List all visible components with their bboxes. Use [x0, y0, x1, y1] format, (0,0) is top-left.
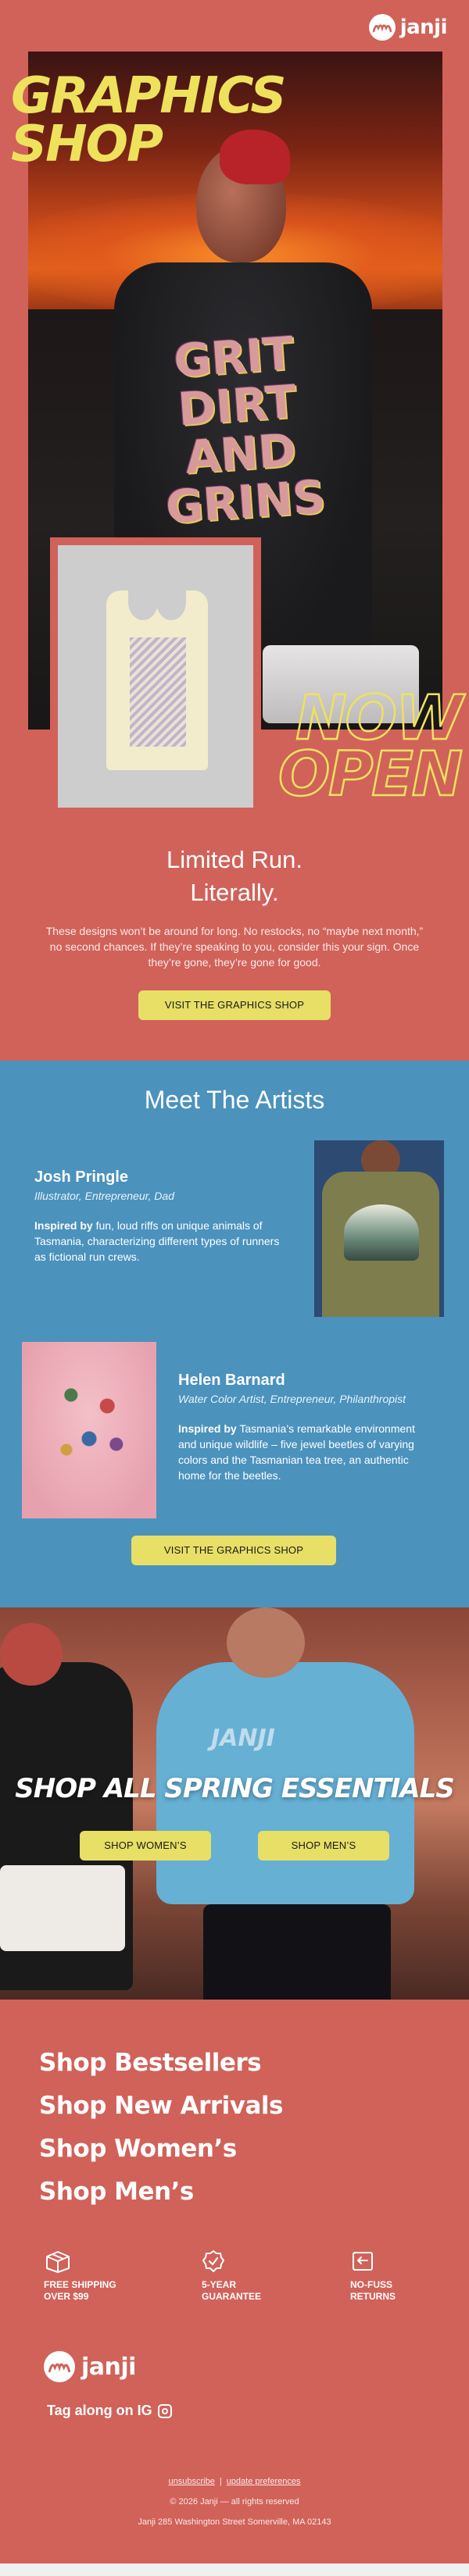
now-open-headline	[277, 683, 461, 810]
helen-shirt-image[interactable]	[22, 1342, 156, 1518]
copyright: © 2026 Janji — all rights reserved	[170, 2497, 299, 2506]
perk-line-1: FREE SHIPPING	[44, 2279, 116, 2290]
olive-shirt-print	[344, 1204, 419, 1261]
artist-description	[178, 1421, 436, 1483]
shop-mens-button[interactable]: SHOP MEN’S	[258, 1831, 389, 1861]
tank-top	[106, 590, 208, 770]
tank-product-image[interactable]	[50, 537, 261, 815]
shop-new-arrivals-link[interactable]: Shop New Arrivals	[39, 2092, 283, 2120]
runner-right-shorts	[203, 1904, 391, 2000]
badge-check-icon	[202, 2250, 225, 2273]
runner-left-shorts	[0, 1865, 125, 1951]
link-separator: |	[219, 2477, 222, 2486]
artist-josh-pringle	[34, 1168, 285, 1265]
inspired-label: Inspired by	[178, 1422, 237, 1435]
legal-links	[0, 2471, 469, 2492]
runner-right-head	[227, 1607, 305, 1678]
shop-links	[39, 2042, 283, 2214]
janji-logo[interactable]	[369, 14, 447, 41]
limited-body: These designs won’t be around for long. No restocks, no “maybe next month,” no second chances. If they’re speaking to you, consider this your sign. Once they’re gone, they’re gone for good.	[45, 925, 424, 969]
limited-title-line-1: Limited Run.	[166, 846, 303, 873]
perk-line-2: GUARANTEE	[202, 2291, 262, 2302]
artist-role: Illustrator, Entrepreneur, Dad	[34, 1190, 174, 1202]
artist-role: Water Color Artist, Entrepreneur, Philanthropist	[178, 1393, 406, 1405]
runner-left-head	[0, 1623, 63, 1686]
janji-logo-icon	[369, 14, 396, 41]
update-preferences-link[interactable]: update preferences	[226, 2477, 301, 2486]
tshirt-print-text: GRIT DIRT AND GRINS	[163, 326, 328, 534]
artist-description	[34, 1218, 285, 1265]
artist-helen-barnard	[178, 1372, 436, 1483]
bottom-strip	[0, 2564, 469, 2576]
artists-title: Meet The Artists	[144, 1086, 325, 1114]
tank-product-background	[58, 545, 253, 808]
perk-guarantee	[202, 2250, 303, 2303]
footer-janji-logo[interactable]	[44, 2351, 136, 2382]
perk-free-shipping	[44, 2250, 145, 2303]
legal-footer	[0, 2471, 469, 2532]
tank-print	[130, 637, 186, 747]
address: Janji 285 Washington Street Somerville, MA 02143	[138, 2517, 331, 2527]
inspired-text: Tasmania’s remarkable environment and unique wildlife – five jewel beetles of varying colors and the Tasmanian tea tree, an authentic home for the beetles.	[178, 1422, 415, 1482]
now-open-line-1: NOW	[295, 683, 461, 754]
perk-returns	[350, 2250, 452, 2303]
perk-line-2: OVER $99	[44, 2291, 89, 2302]
instagram-link[interactable]	[47, 2403, 172, 2419]
meet-the-artists-section	[0, 1061, 469, 1607]
artist-name: Josh Pringle	[34, 1168, 129, 1186]
josh-shirt-image[interactable]	[314, 1140, 444, 1317]
shop-womens-link[interactable]: Shop Women’s	[39, 2135, 237, 2163]
graphics-shop-headline	[11, 67, 285, 173]
perk-line-1: NO-FUSS	[350, 2279, 392, 2290]
instagram-icon	[158, 2404, 172, 2418]
spring-essentials-section	[0, 1607, 469, 2000]
limited-title-line-2: Literally.	[190, 879, 279, 906]
janji-logo-text: janji	[399, 16, 447, 39]
spring-title: SHOP ALL SPRING ESSENTIALS	[15, 1773, 454, 1804]
headline-line-1: GRAPHICS	[11, 67, 285, 125]
perk-line-1: 5-YEAR	[202, 2279, 237, 2290]
shop-mens-link[interactable]: Shop Men’s	[39, 2178, 194, 2206]
inspired-label: Inspired by	[34, 1219, 93, 1232]
janji-logo-icon	[44, 2351, 75, 2382]
hero-section	[0, 0, 469, 1061]
box-icon	[44, 2250, 72, 2273]
perk-line-2: RETURNS	[350, 2291, 396, 2302]
visit-graphics-shop-button[interactable]: VISIT THE GRAPHICS SHOP	[138, 990, 331, 1020]
unsubscribe-link[interactable]: unsubscribe	[168, 2477, 215, 2486]
now-open-line-2: OPEN	[277, 740, 461, 810]
shop-womens-button[interactable]: SHOP WOMEN’S	[80, 1831, 211, 1861]
beetle-print	[44, 1362, 134, 1472]
runner-shirt-logo: JANJI	[211, 1725, 275, 1752]
returns-icon	[350, 2250, 375, 2273]
inspired-text: fun, loud riffs on unique animals of Tasmania, characterizing different types of runners as fictional run crews.	[34, 1219, 280, 1263]
limited-run-block	[0, 844, 469, 1020]
shop-bestsellers-link[interactable]: Shop Bestsellers	[39, 2049, 262, 2077]
janji-logo-text: janji	[81, 2353, 136, 2381]
limited-title	[0, 844, 469, 909]
artist-name: Helen Barnard	[178, 1372, 285, 1389]
headline-line-2: SHOP	[11, 116, 162, 173]
instagram-label: Tag along on IG	[47, 2403, 152, 2418]
visit-graphics-shop-button-2[interactable]: VISIT THE GRAPHICS SHOP	[131, 1536, 336, 1565]
